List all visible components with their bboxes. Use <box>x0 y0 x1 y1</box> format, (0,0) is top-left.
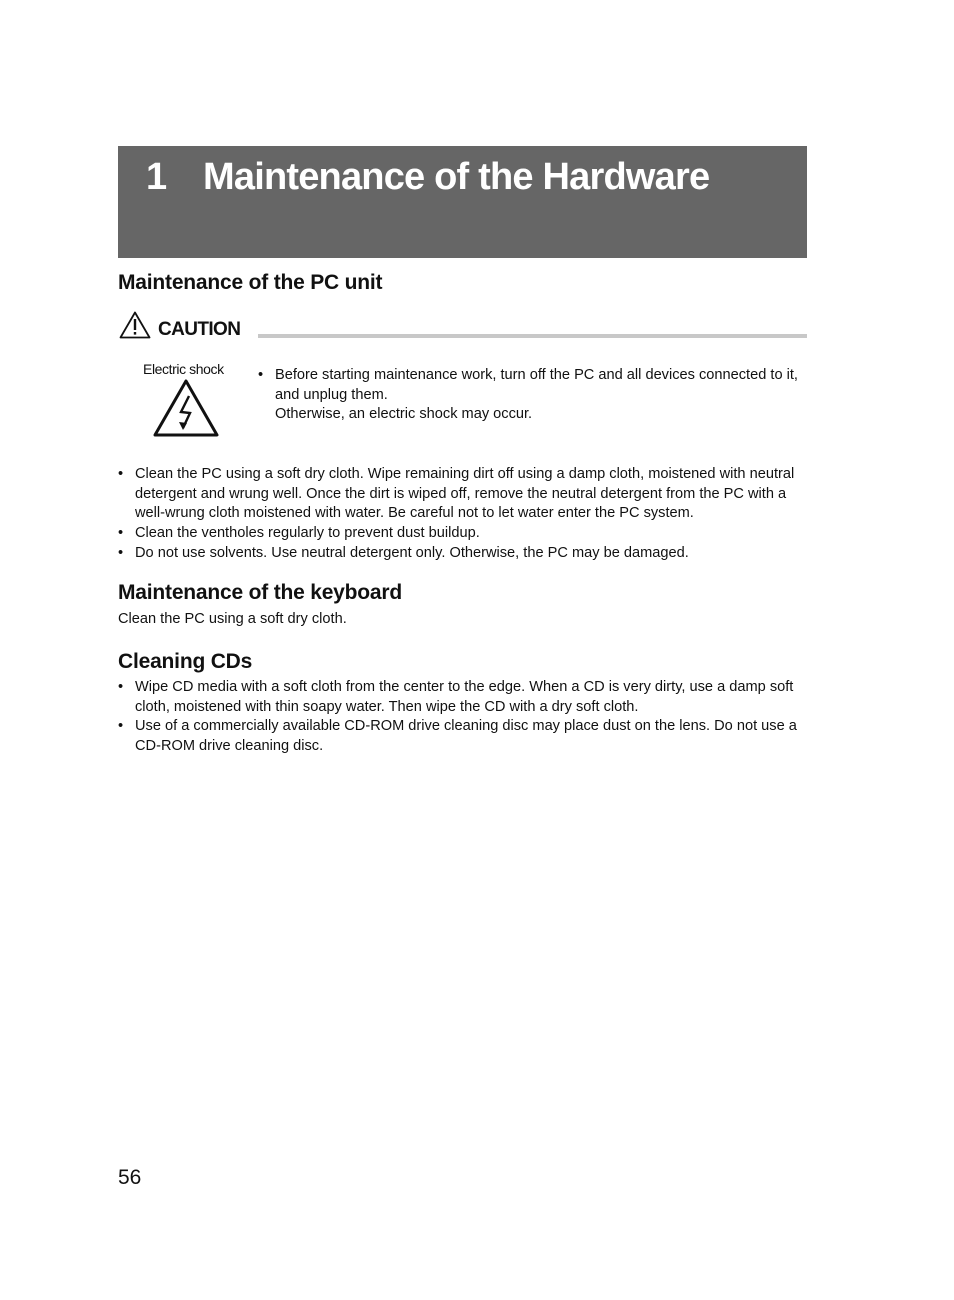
keyboard-text: Clean the PC using a soft dry cloth. <box>118 611 347 627</box>
list-item-text: Use of a commercially available CD-ROM drive cleaning disc may place dust on the lens. Do not use a CD-ROM drive cleaning disc. <box>135 718 797 754</box>
caution-consequence: Otherwise, an electric shock may occur. <box>275 406 533 423</box>
caution-label: CAUTION <box>158 319 241 340</box>
caution-divider <box>258 334 807 338</box>
warning-triangle-icon <box>119 311 151 339</box>
hazard-caption: Electric shock <box>143 361 224 377</box>
chapter-banner <box>118 146 807 258</box>
bullet-dot: • <box>118 525 124 541</box>
bullet-dot: • <box>118 466 124 482</box>
page-number: 56 <box>118 1166 142 1189</box>
section-heading-keyboard: Maintenance of the keyboard <box>118 581 402 604</box>
bullet-dot: • <box>118 545 124 561</box>
bullet-dot: • <box>118 718 124 734</box>
list-item-text: Wipe CD media with a soft cloth from the center to the edge. When a CD is very dirty, use a damp soft cloth, moistened with thin soapy water. Then wipe the CD with a dry soft cloth. <box>135 679 794 715</box>
section-heading-pc-unit: Maintenance of the PC unit <box>118 271 383 294</box>
list-item-text: Clean the ventholes regularly to prevent dust buildup. <box>135 525 480 541</box>
chapter-title: Maintenance of the Hardware <box>203 156 710 198</box>
caution-header <box>118 311 807 341</box>
caution-text: Before starting maintenance work, turn off the PC and all devices connected to it, and unplug them. <box>275 367 798 403</box>
list-item-text: Do not use solvents. Use neutral detergent only. Otherwise, the PC may be damaged. <box>135 545 689 561</box>
list-item-text: Clean the PC using a soft dry cloth. Wipe remaining dirt off using a damp cloth, moistened with neutral detergent and wrung well. Once the dirt is wiped off, remove the neutral detergent from the PC with a well-wrung cloth moistened with water. Be careful not to let water enter the PC system. <box>135 466 795 522</box>
bullet-dot: • <box>258 367 264 383</box>
section-heading-cleaning-cds: Cleaning CDs <box>118 650 253 673</box>
bullet-dot: • <box>118 679 124 695</box>
chapter-number: 1 <box>146 156 167 198</box>
electric-shock-icon <box>152 378 220 438</box>
